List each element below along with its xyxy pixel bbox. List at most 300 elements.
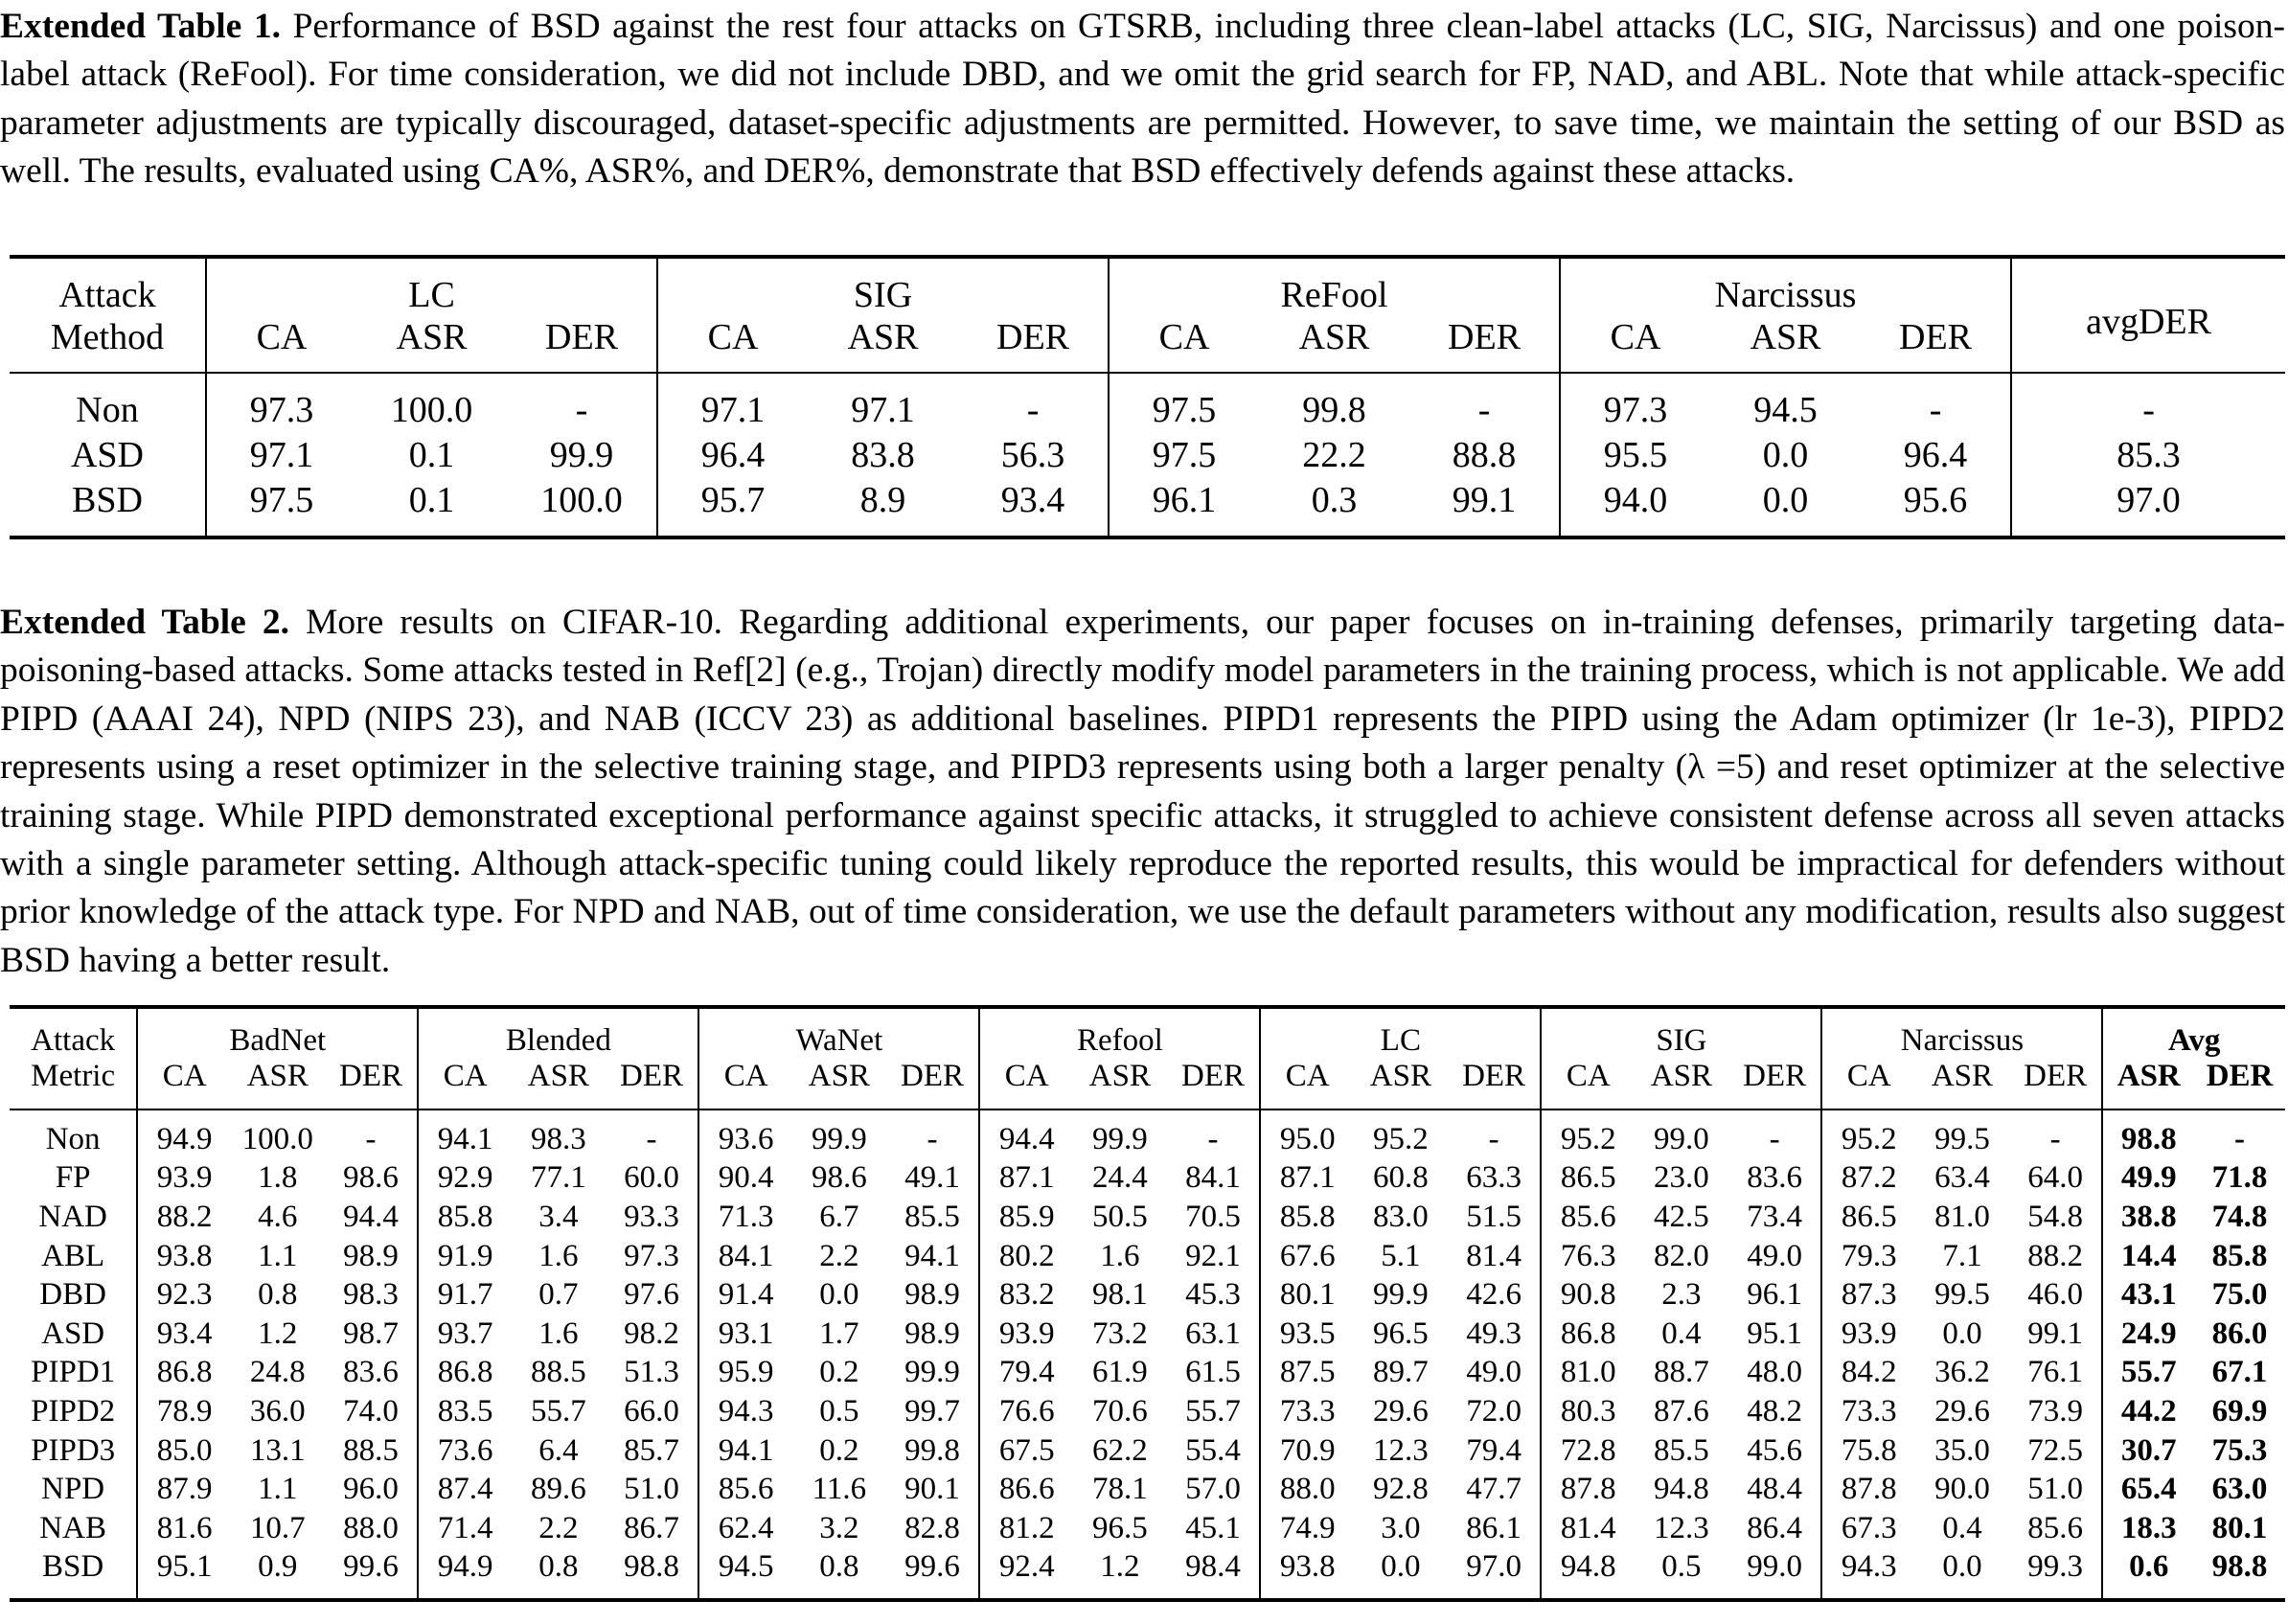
table2-value-cell: 73.6 — [418, 1431, 512, 1471]
table2-subcol-header: CA — [418, 1059, 512, 1109]
table2-value-cell: 86.8 — [137, 1354, 231, 1393]
table2-value-cell: 29.6 — [1934, 1393, 1990, 1429]
table2-value-cell: 81.2 — [979, 1509, 1073, 1548]
table2-value-cell: 86.8 — [418, 1354, 512, 1393]
table2-value-cell: 83.6 — [343, 1355, 399, 1390]
table2-avg-cell: - — [2234, 1121, 2246, 1156]
table1-value-cell: 94.0 — [1560, 477, 1710, 538]
table2-value-cell: 85.5 — [904, 1199, 960, 1234]
table1-value-cell: - — [2011, 373, 2285, 432]
table2-value-cell: 6.4 — [538, 1432, 579, 1468]
table1-group-header: Narcissus — [1560, 257, 2011, 316]
table2-avg-cell: 49.9 — [2102, 1159, 2194, 1199]
table2-value-cell: 50.5 — [1091, 1199, 1148, 1234]
table1-group-header: ReFool — [1109, 257, 1560, 316]
table2-value-cell: 73.3 — [1821, 1392, 1915, 1431]
table1-subcol-header: CA — [1109, 316, 1259, 373]
table2-value-cell: - — [1207, 1121, 1219, 1156]
table1-value-cell: 0.0 — [1762, 434, 1809, 475]
table2-value-cell: 55.7 — [530, 1393, 586, 1429]
table2-value-cell: 92.8 — [1373, 1472, 1429, 1507]
table2-value-cell: 94.9 — [418, 1548, 512, 1601]
table2-value-cell: 92.1 — [1185, 1238, 1241, 1273]
table2-value-cell: 92.3 — [137, 1275, 231, 1315]
table2-avg-cell: 44.2 — [2102, 1392, 2194, 1431]
table2-value-cell: 80.3 — [1541, 1392, 1635, 1431]
table2-subcol-header: CA — [698, 1059, 792, 1109]
table1-value-cell: - — [1026, 389, 1040, 430]
table2-subcol-header: CA — [1260, 1059, 1354, 1109]
table2-value-cell: 49.0 — [1466, 1355, 1522, 1390]
table2-value-cell: 2.2 — [538, 1510, 579, 1545]
table2-value-cell: 82.8 — [904, 1510, 960, 1545]
table2-value-cell: 86.6 — [979, 1470, 1073, 1509]
table2-value-cell: 74.9 — [1260, 1509, 1354, 1548]
table2-value-cell: 1.6 — [538, 1238, 579, 1273]
table2-value-cell: 87.9 — [137, 1470, 231, 1509]
table2-value-cell: 85.7 — [624, 1432, 679, 1468]
table2-value-cell: 98.3 — [530, 1121, 586, 1156]
table2-method-cell: NAB — [39, 1510, 106, 1545]
table2-value-cell: 83.2 — [979, 1275, 1073, 1315]
table2-value-cell: 23.0 — [1654, 1160, 1709, 1196]
table2-value-cell: 99.0 — [1728, 1548, 1822, 1601]
table2-value-cell: 73.2 — [1091, 1315, 1148, 1351]
table2-method-cell: PIPD1 — [31, 1355, 116, 1390]
table2-value-cell: 83.5 — [418, 1392, 512, 1431]
table-row — [10, 477, 2285, 538]
table2-value-cell: 70.5 — [1185, 1199, 1241, 1234]
table1-value-cell: - — [575, 389, 588, 430]
table2-value-cell: 63.3 — [1466, 1160, 1522, 1196]
table2-value-cell: 94.4 — [343, 1199, 399, 1234]
table2-value-cell: 3.2 — [819, 1510, 859, 1545]
table2-avg-cell: 0.6 — [2102, 1548, 2194, 1601]
table2-value-cell: 1.7 — [819, 1315, 859, 1351]
table1-value-cell: 99.1 — [1409, 477, 1560, 538]
table2-value-cell: 71.4 — [418, 1509, 512, 1548]
table1-group-header: LC — [206, 257, 657, 316]
table2-subcol-header: ASR — [231, 1059, 325, 1109]
table2-value-cell: - — [2049, 1121, 2061, 1156]
table2-value-cell: 90.1 — [904, 1472, 960, 1507]
table2-group-header: BadNet — [137, 1007, 418, 1059]
table2-value-cell: 85.6 — [2027, 1510, 2083, 1545]
table2-value-cell: 2.3 — [1661, 1277, 1702, 1313]
table2-subcol-header: CA — [1541, 1059, 1635, 1109]
table2-value-cell: 81.4 — [1541, 1509, 1635, 1548]
table2-method-cell: NAD — [38, 1199, 107, 1234]
table2-value-cell: 54.8 — [2027, 1199, 2083, 1234]
table1-header-row-subcols — [10, 316, 2285, 373]
table2-value-cell: 90.8 — [1541, 1275, 1635, 1315]
table1-subcol-header: CA — [1560, 316, 1710, 373]
table-row — [10, 1109, 2285, 1159]
table2-group-header: WaNet — [698, 1007, 979, 1059]
table2-value-cell: 45.1 — [1185, 1510, 1241, 1545]
table2-value-cell: 70.6 — [1091, 1393, 1148, 1429]
table2-avg-cell: 80.1 — [2211, 1510, 2268, 1545]
table2-value-cell: 85.6 — [1541, 1198, 1635, 1237]
table2-value-cell: 2.2 — [819, 1238, 859, 1273]
table2-value-cell: 83.6 — [1747, 1160, 1802, 1196]
table2-value-cell: 93.6 — [698, 1109, 792, 1159]
table2-value-cell: 93.8 — [137, 1237, 231, 1276]
table2-value-cell: 0.7 — [538, 1277, 579, 1313]
table1-group-header: SIG — [657, 257, 1109, 316]
table2-value-cell: 99.9 — [811, 1121, 867, 1156]
table1-subcol-header: ASR — [1259, 316, 1409, 373]
table2-value-cell: 66.0 — [624, 1393, 679, 1429]
table2-value-cell: 1.6 — [1100, 1238, 1140, 1273]
table2-value-cell: 93.5 — [1260, 1315, 1354, 1354]
table2-value-cell: 88.5 — [343, 1432, 399, 1468]
table1-subcol-header: ASR — [356, 316, 507, 373]
table2-value-cell: 57.0 — [1185, 1472, 1241, 1507]
table2-value-cell: 60.8 — [1373, 1160, 1429, 1196]
table2-value-cell: 88.2 — [137, 1198, 231, 1237]
table2-value-cell: 94.5 — [698, 1548, 792, 1601]
table1-subcol-header: CA — [657, 316, 808, 373]
table2-value-cell: 63.1 — [1185, 1315, 1241, 1351]
table2-value-cell: 0.5 — [819, 1393, 859, 1429]
table2-value-cell: 1.1 — [258, 1238, 298, 1273]
table2-value-cell: 85.9 — [979, 1198, 1073, 1237]
table2-value-cell: 5.1 — [1381, 1238, 1421, 1273]
table2-value-cell: 55.7 — [1185, 1393, 1241, 1429]
table2-subcol-header: ASR — [512, 1059, 606, 1109]
table1-subcol-header: ASR — [808, 316, 958, 373]
table2-value-cell: 0.0 — [1915, 1548, 2009, 1601]
table2-value-cell: 99.0 — [1654, 1121, 1709, 1156]
table2-value-cell: 84.1 — [698, 1237, 792, 1276]
table2-value-cell: 91.9 — [418, 1237, 512, 1276]
table2-subcol-header: CA — [979, 1059, 1073, 1109]
table1-value-cell: 85.3 — [2011, 432, 2285, 477]
table2-value-cell: 97.0 — [1448, 1548, 1542, 1601]
table2-value-cell: 95.0 — [1260, 1109, 1354, 1159]
table2-value-cell: 81.0 — [1934, 1199, 1990, 1234]
table2-value-cell: 93.7 — [418, 1315, 512, 1354]
table1-value-cell: 97.1 — [657, 373, 808, 432]
table1-caption-label: Extended Table 1. — [0, 7, 281, 46]
table1-value-cell: - — [1477, 389, 1491, 430]
table2-value-cell: 51.5 — [1466, 1199, 1522, 1234]
table2-value-cell: 0.2 — [819, 1355, 859, 1390]
table2-value-cell: 91.4 — [698, 1275, 792, 1315]
table2-value-cell: 88.5 — [530, 1355, 586, 1390]
table2-group-header: Refool — [979, 1007, 1260, 1059]
table2-value-cell: 89.6 — [530, 1472, 586, 1507]
table2-value-cell: 48.0 — [1747, 1355, 1802, 1390]
table2-value-cell: 96.1 — [1747, 1277, 1802, 1313]
table1-subcol-header: CA — [206, 316, 356, 373]
table2-value-cell: 87.5 — [1260, 1354, 1354, 1393]
table2-value-cell: 82.0 — [1654, 1238, 1709, 1273]
table1-value-cell: 97.5 — [1109, 432, 1259, 477]
table2-method-cell: ABL — [41, 1238, 105, 1273]
table2-value-cell: 71.3 — [698, 1198, 792, 1237]
table2-value-cell: 93.9 — [137, 1159, 231, 1199]
table2-value-cell: 99.8 — [904, 1432, 960, 1468]
table2-value-cell: 70.9 — [1260, 1431, 1354, 1471]
table2-value-cell: 60.0 — [624, 1160, 679, 1196]
table2-value-cell: 95.1 — [137, 1548, 231, 1601]
table2-value-cell: 93.4 — [137, 1315, 231, 1354]
table1-subcol-header: DER — [958, 316, 1109, 373]
table2-value-cell: 84.1 — [1185, 1160, 1241, 1196]
table2-value-cell: 79.4 — [979, 1354, 1073, 1393]
table2-avg-cell: 65.4 — [2102, 1470, 2194, 1509]
table2-value-cell: 0.4 — [1942, 1510, 1982, 1545]
table1-method-cell: Non — [76, 389, 139, 430]
table2-value-cell: 24.8 — [249, 1355, 306, 1390]
table1-value-cell: 100.0 — [507, 477, 657, 538]
table1-value-cell: 97.5 — [1109, 373, 1259, 432]
table2-subcol-header: ASR — [1073, 1059, 1167, 1109]
table2-value-cell: 4.6 — [258, 1199, 298, 1234]
table2-value-cell: 98.6 — [811, 1160, 867, 1196]
table2-value-cell: 99.9 — [904, 1355, 960, 1390]
table2-value-cell: 64.0 — [2027, 1160, 2083, 1196]
table2-subcol-header: DER — [325, 1059, 419, 1109]
table2-value-cell: 93.8 — [1260, 1548, 1354, 1601]
table2-value-cell: 81.4 — [1466, 1238, 1522, 1273]
table2-value-cell: 76.6 — [979, 1392, 1073, 1431]
table2-value-cell: 73.3 — [1260, 1392, 1354, 1431]
table2-value-cell: 95.2 — [1821, 1109, 1915, 1159]
table1-subcol-header: DER — [507, 316, 657, 373]
table1-value-cell: 97.5 — [206, 477, 356, 538]
table2-value-cell: 6.7 — [819, 1199, 859, 1234]
table2-value-cell: - — [927, 1121, 938, 1156]
table2-value-cell: 72.5 — [2027, 1432, 2083, 1468]
table2-method-cell: FP — [55, 1160, 91, 1196]
table2-value-cell: 51.0 — [624, 1472, 679, 1507]
table2-value-cell: 76.1 — [2027, 1355, 2083, 1390]
table1-subcol-header: ASR — [1710, 316, 1861, 373]
table1-caption — [0, 3, 2285, 196]
table2-avg-cell: 55.7 — [2102, 1354, 2194, 1393]
table2-value-cell: 62.4 — [698, 1509, 792, 1548]
table2-caption — [0, 599, 2285, 985]
table2-method-cell: NPD — [41, 1472, 105, 1507]
table2-method-cell: ASD — [41, 1315, 105, 1351]
table2-avg-cell: 14.4 — [2102, 1237, 2194, 1276]
table2-value-cell: 29.6 — [1373, 1393, 1429, 1429]
table2-value-cell: 72.0 — [1466, 1393, 1522, 1429]
table2-avg-cell: 85.8 — [2211, 1238, 2268, 1273]
table2-value-cell: 13.1 — [249, 1432, 306, 1468]
table1-value-cell: 100.0 — [390, 389, 473, 430]
table1-value-cell: 99.8 — [1302, 389, 1366, 430]
table1-corner-line2: Method — [10, 316, 206, 373]
table2-avg-cell: 30.7 — [2102, 1431, 2194, 1471]
table-row — [10, 1548, 2285, 1601]
table2-value-cell: 86.5 — [1821, 1198, 1915, 1237]
table2-avg-cell: 43.1 — [2102, 1275, 2194, 1315]
table1-body — [10, 373, 2285, 538]
table2-value-cell: 86.4 — [1747, 1510, 1802, 1545]
table2-value-cell: 98.9 — [904, 1315, 960, 1351]
table2-value-cell: 84.2 — [1821, 1354, 1915, 1393]
table2-value-cell: 81.0 — [1541, 1354, 1635, 1393]
table2-value-cell: 55.4 — [1185, 1432, 1241, 1468]
table-row — [10, 1392, 2285, 1431]
table2-value-cell: 98.9 — [343, 1238, 399, 1273]
table2-avg-cell: 67.1 — [2211, 1355, 2268, 1390]
table2-value-cell: 99.7 — [904, 1393, 960, 1429]
table2-value-cell: 77.1 — [530, 1160, 586, 1196]
table2-value-cell: 90.4 — [698, 1159, 792, 1199]
table1-corner-line1: Attack — [58, 275, 156, 315]
table2-avg-cell: 71.8 — [2211, 1160, 2268, 1196]
table2-value-cell: 3.0 — [1381, 1510, 1421, 1545]
table2-value-cell: 93.1 — [698, 1315, 792, 1354]
table2-value-cell: 94.8 — [1654, 1472, 1709, 1507]
table-row — [10, 373, 2285, 432]
table2-value-cell: 98.8 — [606, 1548, 699, 1601]
table1-value-cell: 96.4 — [1903, 434, 1968, 475]
table-row — [10, 1509, 2285, 1548]
table2-value-cell: 67.6 — [1260, 1237, 1354, 1276]
table2-value-cell: 73.4 — [1747, 1199, 1802, 1234]
table2-avg-subcol-header: DER — [2194, 1059, 2285, 1109]
table2-value-cell: 98.9 — [904, 1277, 960, 1313]
table2-value-cell: 94.8 — [1541, 1548, 1635, 1601]
table2-value-cell: 72.8 — [1541, 1431, 1635, 1471]
table2-avg-cell: 86.0 — [2211, 1315, 2268, 1351]
table1-value-cell: 0.1 — [408, 434, 455, 475]
table2-value-cell: 35.0 — [1934, 1432, 1990, 1468]
table2-group-header: LC — [1260, 1007, 1541, 1059]
table2-avg-cell: 69.9 — [2211, 1393, 2268, 1429]
table2-value-cell: 87.3 — [1821, 1275, 1915, 1315]
table2-body — [10, 1109, 2285, 1600]
table2-caption-text: More results on CIFAR-10. Regarding additional experiments, our paper focuses on in-training defenses, primarily targeting data-poisoning-based attacks. Some attacks tested in Ref[2] (e.g., Trojan) directly modify model parameters in the training process, which is not applicable. We add PIPD (AAAI 24), NPD (NIPS 23), and NAB (ICCV 23) as additional baselines. PIPD1 represents the PIPD using the Adam optimizer (lr 1e-3), PIPD2 represents using a reset optimizer in the selective training stage, and PIPD3 represents using both a larger penalty (λ =5) and reset optimizer at the selective training stage. While PIPD demonstrated exceptional performance against specific attacks, it struggled to achieve consistent defense across all seven attacks with a single parameter setting. Although attack-specific tuning could likely reproduce the reported results, this would be impractical for defenders without prior knowledge of the attack type. For NPD and NAB, out of time consideration, we use the default parameters without any modification, results also suggest BSD having a better result. — [0, 603, 2286, 980]
table2-value-cell: - — [1488, 1121, 1499, 1156]
table2-value-cell: 48.4 — [1747, 1472, 1802, 1507]
table2-value-cell: 49.3 — [1466, 1315, 1522, 1351]
table2-value-cell: - — [646, 1121, 657, 1156]
table2-value-cell: 96.0 — [343, 1472, 399, 1507]
table1-method-cell: ASD — [70, 434, 145, 475]
table2-value-cell: 1.2 — [258, 1315, 298, 1351]
table2-avg-cell: 74.8 — [2211, 1199, 2268, 1234]
table2-value-cell: 85.6 — [698, 1470, 792, 1509]
table2-value-cell: 3.4 — [538, 1199, 579, 1234]
table2-value-cell: 96.5 — [1373, 1315, 1429, 1351]
table2-value-cell: 87.6 — [1654, 1393, 1709, 1429]
table2-value-cell: 100.0 — [241, 1121, 313, 1156]
table1-value-cell: 97.3 — [1560, 373, 1710, 432]
table1-value-cell: 88.8 — [1452, 434, 1517, 475]
table2-value-cell: 99.9 — [1373, 1277, 1429, 1313]
table2-value-cell: 1.2 — [1073, 1548, 1167, 1601]
table2-value-cell: 62.2 — [1091, 1432, 1148, 1468]
table2-value-cell: 0.4 — [1661, 1315, 1702, 1351]
table1-value-cell: 97.1 — [851, 389, 915, 430]
table2-value-cell: 11.6 — [812, 1472, 867, 1507]
table2-value-cell: 99.9 — [1091, 1121, 1148, 1156]
table2-value-cell: 94.1 — [418, 1109, 512, 1159]
table2-value-cell: 99.6 — [325, 1548, 419, 1601]
table2-value-cell: 49.1 — [904, 1160, 960, 1196]
table2-value-cell: 46.0 — [2027, 1277, 2083, 1313]
table1-subcol-header: DER — [1861, 316, 2011, 373]
table2-value-cell: 85.5 — [1654, 1432, 1709, 1468]
table1-value-cell: 95.6 — [1861, 477, 2011, 538]
table2-value-cell: 48.2 — [1747, 1393, 1802, 1429]
table-row — [10, 1159, 2285, 1199]
table2-value-cell: 94.1 — [698, 1431, 792, 1471]
table2-subcol-header: DER — [2009, 1059, 2103, 1109]
table2-value-cell: 91.7 — [418, 1275, 512, 1315]
table2-value-cell: 94.1 — [904, 1238, 960, 1273]
table-row — [10, 1354, 2285, 1393]
table2-value-cell: 87.8 — [1821, 1470, 1915, 1509]
table2-value-cell: 88.7 — [1654, 1355, 1709, 1390]
table2-value-cell: 0.0 — [1354, 1548, 1448, 1601]
table2-subcol-header: DER — [1167, 1059, 1261, 1109]
table1-value-cell: 83.8 — [851, 434, 915, 475]
table2-value-cell: 95.1 — [1747, 1315, 1802, 1351]
table2-avg-cell: 24.9 — [2102, 1315, 2194, 1354]
table1-value-cell: 93.4 — [958, 477, 1109, 538]
table1-value-cell: 0.3 — [1259, 477, 1409, 538]
table2-value-cell: 98.6 — [343, 1160, 399, 1196]
table2-avg-cell: 98.8 — [2194, 1548, 2285, 1601]
table2-method-cell: DBD — [39, 1277, 106, 1313]
table2 — [10, 1005, 2285, 1602]
table2-value-cell: 0.0 — [819, 1277, 859, 1313]
table2-value-cell: 89.7 — [1373, 1355, 1429, 1390]
table-row — [10, 1315, 2285, 1354]
table2-value-cell: 98.1 — [1091, 1277, 1148, 1313]
table1-value-cell: 95.7 — [657, 477, 808, 538]
table2-value-cell: 99.6 — [886, 1548, 980, 1601]
table2-value-cell: 74.0 — [343, 1393, 399, 1429]
table2-value-cell: 87.4 — [418, 1470, 512, 1509]
table2-value-cell: 45.6 — [1747, 1432, 1802, 1468]
table1-subcol-header: DER — [1409, 316, 1560, 373]
table2-value-cell: 98.3 — [343, 1277, 399, 1313]
table2-subcol-header: ASR — [1354, 1059, 1448, 1109]
table2-value-cell: 86.8 — [1541, 1315, 1635, 1354]
table-row — [10, 1198, 2285, 1237]
table2-value-cell: 87.2 — [1821, 1159, 1915, 1199]
table2-value-cell: 87.8 — [1541, 1470, 1635, 1509]
table2-value-cell: 12.3 — [1654, 1510, 1709, 1545]
table2-header-row-groups — [10, 1007, 2285, 1059]
table2-value-cell: 36.2 — [1934, 1355, 1990, 1390]
table2-value-cell: 93.9 — [979, 1315, 1073, 1354]
table2-value-cell: 61.5 — [1185, 1355, 1241, 1390]
table2-method-cell: Non — [45, 1121, 101, 1156]
table2-value-cell: 96.5 — [1091, 1510, 1148, 1545]
table2-value-cell: - — [1769, 1121, 1780, 1156]
table2-value-cell: 78.1 — [1091, 1472, 1148, 1507]
table2-value-cell: 94.3 — [698, 1392, 792, 1431]
table2-value-cell: 12.3 — [1373, 1432, 1429, 1468]
table1-value-cell: 56.3 — [1000, 434, 1065, 475]
table2-corner-line2: Metric — [10, 1059, 137, 1109]
table2-value-cell: 42.5 — [1654, 1199, 1709, 1234]
table2-method-cell: PIPD2 — [31, 1393, 116, 1429]
table2-value-cell: 1.6 — [538, 1315, 579, 1351]
table2-subcol-header: ASR — [792, 1059, 886, 1109]
table-row — [10, 432, 2285, 477]
